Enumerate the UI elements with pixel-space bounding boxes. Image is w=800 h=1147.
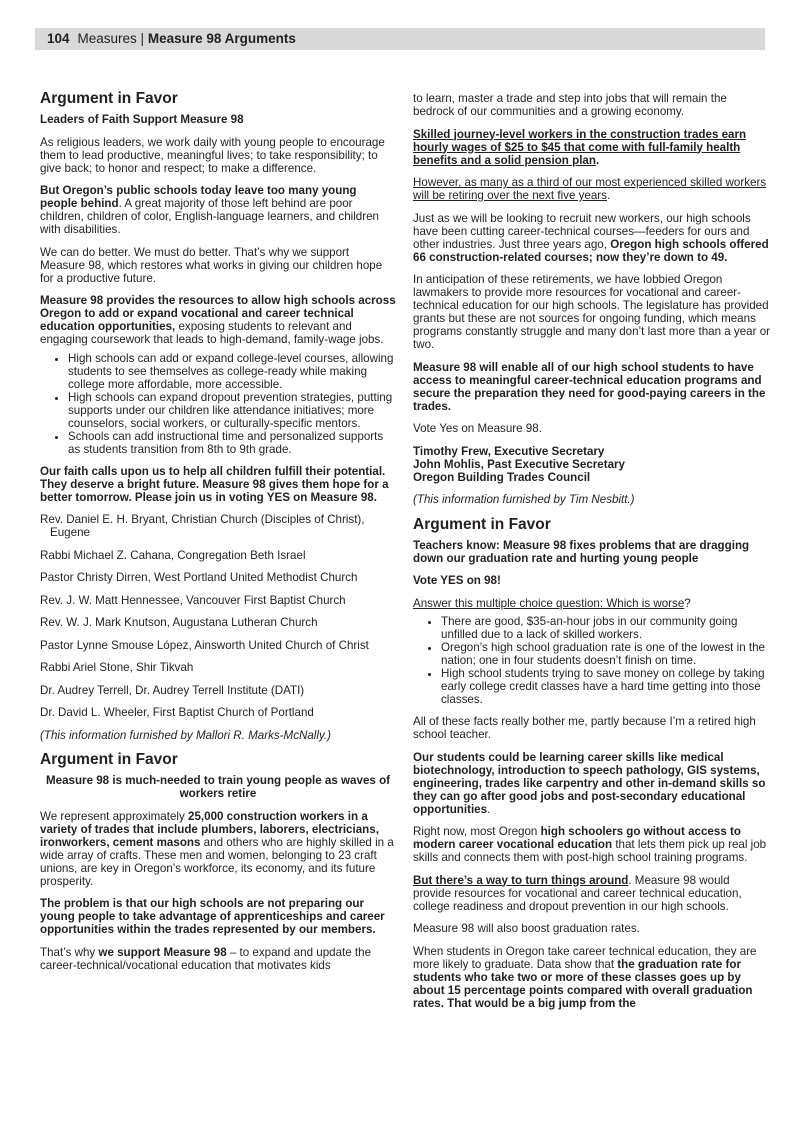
paragraph xyxy=(413,825,770,864)
bullet-list xyxy=(413,615,770,706)
text: That’s why xyxy=(40,945,99,959)
text: Right now, most Oregon xyxy=(413,825,541,838)
argument-subtitle: Leaders of Faith Support Measure 98 xyxy=(40,113,244,126)
signer: Rev. W. J. Mark Knutson, Augustana Lutheran Church xyxy=(40,616,318,629)
bold-text: Our students could be learning career skills like medical biotechnology, introduction to speech pathology, GIS systems, engineering, trades like carpentry and other in-demand skills so they can go after good jobs and post-secondary educational opportunities xyxy=(413,750,766,816)
text: – to expand and update the career-technical/vocational education that motivates kids xyxy=(40,945,372,972)
paragraph xyxy=(413,597,770,610)
paragraph: Measure 98 will enable all of our high school students to have access to meaningful career-technical education programs and secure the preparation they need for good-paying careers in the trades. xyxy=(413,360,766,413)
paragraph: However, as many as a third of our most experienced skilled workers will be retiring over the next five years. xyxy=(413,176,767,202)
signature-line: Oregon Building Trades Council xyxy=(413,470,591,484)
signer: Dr. David L. Wheeler, First Baptist Church of Portland xyxy=(40,706,314,719)
signer: Rabbi Ariel Stone, Shir Tikvah xyxy=(40,661,194,674)
paragraph: Vote Yes on Measure 98. xyxy=(413,422,542,435)
underlined-text: However, as many as a third of our most experienced skilled workers will be retiring over the next five years xyxy=(413,176,767,202)
paragraph: to learn, master a trade and step into jobs that will remain the bedrock of our communities and a growing economy. xyxy=(413,92,727,118)
paragraph xyxy=(413,945,770,1010)
paragraph xyxy=(40,810,396,888)
text: . A great majority of those left behind are poor children, children of color, English-language learners, and children with disabilities. xyxy=(40,197,379,236)
paragraph: Our students could be learning career skills like medical biotechnology, introduction to speech pathology, GIS systems, engineering, trades like carpentry and other in-demand skills so they can go after good jobs and post-secondary educational opportunities. xyxy=(413,750,766,816)
paragraph: In anticipation of these retirements, we have lobbied Oregon lawmakers to provide more resources for vocational and career-technical education for our high schools. The legislature has provided grants but these are not sources for ongoing funding, which means programs constantly struggle and many don’t last more than a year or two. xyxy=(413,273,771,351)
signer: Rabbi Michael Z. Cahana, Congregation Beth Israel xyxy=(40,548,306,562)
paragraph xyxy=(40,184,396,236)
list-item: • High school students trying to save money on college by taking early college credit classes have a hard time getting into those classes. xyxy=(441,667,770,706)
text: and others who are highly skilled in a wide array of crafts. These men and women, belonging to 23 craft unions, are key in Oregon’s workforce, its economy, and its future prosperity. xyxy=(40,835,394,888)
bold-text: Measure 98 provides the resources to allow high schools across Oregon to add or expand vocational and career technical education opportunities, xyxy=(40,294,396,333)
signer: Pastor Lynne Smouse López, Ainsworth United Church of Christ xyxy=(40,638,369,652)
paragraph: We can do better. We must do better. That’s why we support Measure 98, which restores what works in giving our children hope for a productive future. xyxy=(40,245,383,285)
paragraph: Vote YES on 98! xyxy=(413,574,501,587)
furnished-note: (This information furnished by Tim Nesbitt.) xyxy=(413,493,635,506)
list-item: • High schools can expand dropout prevention strategies, putting supports under our children like attendance initiatives; more counselors, social workers, or culturally-specific mentors. xyxy=(68,391,396,430)
signer: Rev. Daniel E. H. Bryant, Christian Church (Disciples of Christ), Eugene xyxy=(40,513,365,539)
paragraph: All of these facts really bother me, partly because I’m a retired high school teacher. xyxy=(413,715,756,741)
argument-heading: Argument in Favor xyxy=(40,90,178,107)
page-number: 104 xyxy=(47,31,70,46)
text: We represent approximately xyxy=(40,809,188,823)
left-column xyxy=(40,90,396,981)
text: . Measure 98 would provide resources for vocational and career technical education, college readiness and dropout prevention in our high schools. xyxy=(413,873,742,913)
list-item: • Oregon’s high school graduation rate is one of the lowest in the nation; one in four students doesn’t finish on time. xyxy=(441,641,770,667)
signer: Dr. Audrey Terrell, Dr. Audrey Terrell Institute (DATI) xyxy=(40,683,305,697)
paragraph: The problem is that our high schools are not preparing our young people to take advantage of apprenticeships and career opportunities within the trades represented by our members. xyxy=(40,897,385,936)
right-column xyxy=(413,92,770,1019)
paragraph: Skilled journey-level workers in the construction trades earn hourly wages of $25 to $45 that come with full-family health benefits and a solid pension plan. xyxy=(413,127,747,167)
text: Just as we will be looking to recruit new workers, our high schools have been cutting career-technical courses—feeders for ours and other industries. Just three years ago, xyxy=(413,211,751,251)
argument-subtitle: Teachers know: Measure 98 fixes problems that are dragging down our graduation rate and hurting young people xyxy=(413,538,750,565)
text: ? xyxy=(684,596,691,610)
signature-block xyxy=(413,445,770,484)
bullet-list xyxy=(40,352,396,456)
signer: Pastor Christy Dirren, West Portland United Methodist Church xyxy=(40,571,358,584)
bold-text: Oregon high schools offered 66 construction-related courses; now they’re down to 49. xyxy=(413,237,769,264)
page-header xyxy=(35,28,765,50)
bold-text: high schoolers go without access to modern career vocational education xyxy=(413,825,741,851)
underlined-text: Answer this multiple choice question: Which is worse xyxy=(413,596,685,610)
bold-underlined-text: But there’s a way to turn things around xyxy=(413,873,629,887)
signature-line: Timothy Frew, Executive Secretary xyxy=(413,444,605,458)
paragraph xyxy=(413,212,770,264)
furnished-note: (This information furnished by Mallori R. Marks-McNally.) xyxy=(40,728,331,742)
argument-heading: Argument in Favor xyxy=(413,515,551,533)
text: exposing students to relevant and engaging coursework that leads to high-demand, family-wage jobs. xyxy=(40,320,384,346)
signer: Rev. J. W. Matt Hennessee, Vancouver First Baptist Church xyxy=(40,593,346,607)
paragraph xyxy=(413,874,770,913)
signature-line: John Mohlis, Past Executive Secretary xyxy=(413,457,625,471)
paragraph: Our faith calls upon us to help all children fulfill their potential. They deserve a bright future. Measure 98 gives them hope for a better tomorrow. Please join us in voting YES on Measure 98. xyxy=(40,464,389,504)
list-item: • There are good, $35-an-hour jobs in our community going unfilled due to a lack of skilled workers. xyxy=(441,615,770,641)
text: When students in Oregon take career technical education, they are more likely to graduate. Data show that xyxy=(413,944,757,971)
bold-text: But Oregon’s public schools today leave too many young people behind xyxy=(40,184,357,210)
bold-text: 25,000 construction workers in a variety of trades that include plumbers, laborers, electricians, ironworkers, cement masons xyxy=(40,809,379,849)
list-item: • Schools can add instructional time and personalized supports as students transition from 8th to 9th grade. xyxy=(68,430,396,456)
header-title: Measure 98 Arguments xyxy=(147,31,296,46)
paragraph: As religious leaders, we work daily with young people to encourage them to lead productive, meaningful lives; to take responsibility; to give back; to honor and respect; to make a difference. xyxy=(40,135,385,175)
argument-subtitle: Measure 98 is much-needed to train young people as waves of workers retire xyxy=(45,774,391,800)
bold-text: the graduation rate for students who take two or more of these classes goes up by about 15 percentage points compared with overall graduation rates. That would be a big jump from the xyxy=(413,957,753,1010)
argument-heading: Argument in Favor xyxy=(40,751,178,768)
paragraph xyxy=(40,946,396,972)
section-label: Measures | xyxy=(77,31,145,46)
bold-text: we support Measure 98 xyxy=(98,945,227,959)
text: that lets them pick up real job skills and connects them with post-high school training programs. xyxy=(413,838,767,864)
bold-underlined-text: Skilled journey-level workers in the construction trades earn hourly wages of $25 to $45 that come with full-family health benefits and a solid pension plan xyxy=(413,127,747,167)
paragraph xyxy=(40,294,396,346)
list-item: • High schools can add or expand college-level courses, allowing students to see themselves as college-ready while making college more affordable, more accessible. xyxy=(68,352,396,391)
paragraph: Measure 98 will also boost graduation rates. xyxy=(413,922,640,935)
